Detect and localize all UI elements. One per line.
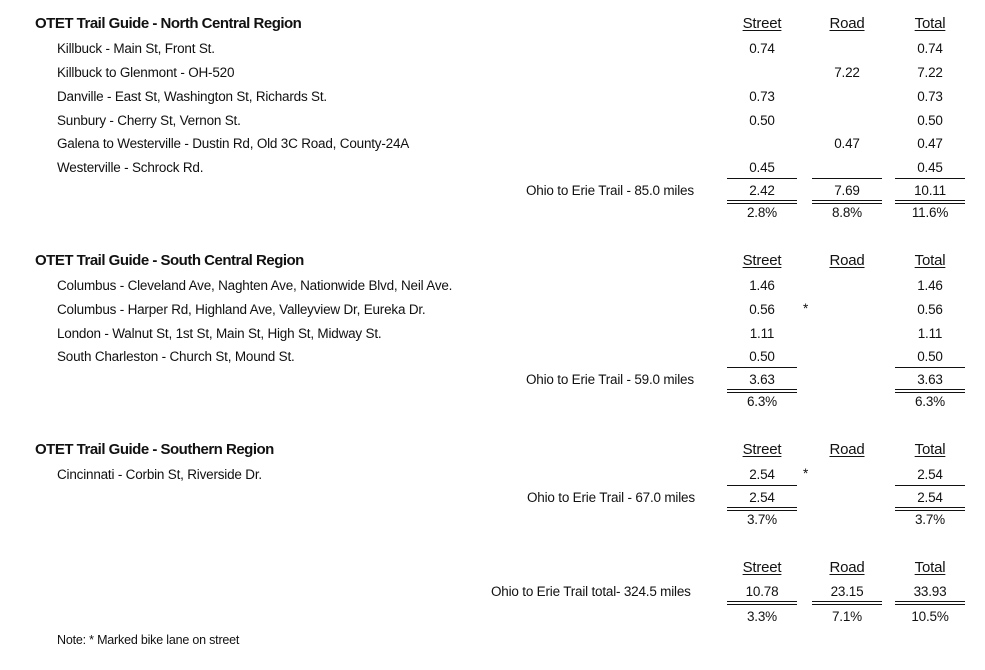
grand-street-double-rule (727, 601, 797, 602)
southern-row-total: 2.54 (917, 467, 943, 482)
southern-total-double-rule (895, 510, 965, 511)
north-street-rule (727, 178, 797, 179)
south-central-percent-total: 6.3% (915, 394, 945, 409)
south-central-row-label: London - Walnut St, 1st St, Main St, High St, Midway St. (57, 326, 382, 341)
north-total-rule (895, 178, 965, 179)
north-total-double-rule (895, 203, 965, 204)
grand-road-double-rule (812, 604, 882, 605)
southern-street-rule (727, 485, 797, 486)
north-row-street: 0.50 (749, 113, 775, 128)
south-central-subtotal-street: 3.63 (749, 372, 775, 387)
southern-total-rule (895, 485, 965, 486)
grand-percent-road: 7.1% (832, 609, 862, 624)
south-central-total-header: Total (914, 252, 946, 269)
south-central-street-rule (727, 367, 797, 368)
north-subtotal-total: 10.11 (914, 183, 946, 198)
north-row-total: 0.74 (917, 41, 943, 56)
north-row-street: 0.73 (749, 89, 775, 104)
southern-row-street: 2.54 (749, 467, 775, 482)
south-central-row-total: 1.11 (917, 326, 943, 341)
south-central-subtotal-total: 3.63 (917, 372, 943, 387)
grand-total-label: Ohio to Erie Trail total- 324.5 miles (491, 584, 691, 599)
north-row-label: Killbuck - Main St, Front St. (57, 41, 215, 56)
south-central-street-double-rule (727, 392, 797, 393)
south-central-row-street: 0.50 (749, 349, 775, 364)
grand-percent-total: 10.5% (911, 609, 949, 624)
south-central-row-label: Columbus - Harper Rd, Highland Ave, Valleyview Dr, Eureka Dr. (57, 302, 426, 317)
grand-total-total: 33.93 (913, 584, 947, 599)
north-row-label: Galena to Westerville - Dustin Rd, Old 3C Road, County-24A (57, 136, 410, 151)
southern-subtotal-street: 2.54 (749, 490, 775, 505)
north-row-street: 0.45 (749, 160, 775, 175)
grand-street-header: Street (742, 559, 782, 576)
grand-total-double-rule (895, 604, 965, 605)
north-subtotal-street: 2.42 (749, 183, 775, 198)
north-row-street: 0.74 (749, 41, 775, 56)
north-percent-street: 2.8% (747, 205, 777, 220)
southern-percent-street: 3.7% (747, 512, 777, 527)
south-central-total-double-rule (895, 389, 965, 390)
north-percent-total: 11.6% (911, 205, 949, 220)
north-street-double-rule (727, 203, 797, 204)
grand-road-header: Road (829, 559, 865, 576)
grand-total-double-rule (895, 601, 965, 602)
grand-total-street: 10.78 (745, 584, 779, 599)
south-central-row-street: 1.11 (749, 326, 775, 341)
north-row-total: 0.47 (917, 136, 943, 151)
north-subtotal-road: 7.69 (834, 183, 860, 198)
south-central-row-total: 0.50 (917, 349, 943, 364)
southern-street-header: Street (742, 441, 782, 458)
north-road-header: Road (829, 15, 865, 32)
south-central-percent-street: 6.3% (747, 394, 777, 409)
north-street-header: Street (742, 15, 782, 32)
north-row-total: 7.22 (917, 65, 943, 80)
southern-row-label: Cincinnati - Corbin St, Riverside Dr. (57, 467, 262, 482)
south-central-total-rule (895, 367, 965, 368)
south-central-row-total: 0.56 (917, 302, 943, 317)
bike-lane-marker: * (803, 301, 809, 316)
north-road-double-rule (812, 200, 882, 201)
grand-road-double-rule (812, 601, 882, 602)
south-central-total-double-rule (895, 392, 965, 393)
southern-title: OTET Trail Guide - Southern Region (35, 441, 274, 458)
southern-street-double-rule (727, 507, 797, 508)
footnote: Note: * Marked bike lane on street (57, 633, 240, 647)
grand-percent-street: 3.3% (747, 609, 777, 624)
north-total-double-rule (895, 200, 965, 201)
north-row-total: 0.73 (917, 89, 943, 104)
north-central-title: OTET Trail Guide - North Central Region (35, 15, 302, 32)
north-row-road: 7.22 (834, 65, 860, 80)
southern-street-double-rule (727, 510, 797, 511)
north-road-double-rule (812, 203, 882, 204)
south-central-title: OTET Trail Guide - South Central Region (35, 252, 304, 269)
south-central-row-street: 1.46 (749, 278, 775, 293)
north-row-label: Killbuck to Glenmont - OH-520 (57, 65, 235, 80)
south-central-street-double-rule (727, 389, 797, 390)
southern-road-header: Road (829, 441, 865, 458)
southern-total-header: Total (914, 441, 946, 458)
north-street-double-rule (727, 200, 797, 201)
north-row-label: Sunbury - Cherry St, Vernon St. (57, 113, 241, 128)
south-central-subtotal-label: Ohio to Erie Trail - 59.0 miles (526, 372, 694, 387)
south-central-street-header: Street (742, 252, 782, 269)
south-central-row-label: Columbus - Cleveland Ave, Naghten Ave, Nationwide Blvd, Neil Ave. (57, 278, 453, 293)
grand-total-header: Total (914, 559, 946, 576)
southern-percent-total: 3.7% (915, 512, 945, 527)
north-row-label: Westerville - Schrock Rd. (57, 160, 204, 175)
south-central-row-label: South Charleston - Church St, Mound St. (57, 349, 295, 364)
north-row-total: 0.45 (917, 160, 943, 175)
south-central-row-total: 1.46 (917, 278, 943, 293)
north-percent-road: 8.8% (832, 205, 862, 220)
southern-subtotal-total: 2.54 (917, 490, 943, 505)
bike-lane-marker: * (803, 466, 809, 481)
south-central-road-header: Road (829, 252, 865, 269)
southern-total-double-rule (895, 507, 965, 508)
southern-subtotal-label: Ohio to Erie Trail - 67.0 miles (527, 490, 695, 505)
north-row-label: Danville - East St, Washington St, Richards St. (57, 89, 327, 104)
north-subtotal-label: Ohio to Erie Trail - 85.0 miles (526, 183, 694, 198)
grand-total-road: 23.15 (830, 584, 864, 599)
north-road-rule (812, 178, 882, 179)
north-total-header: Total (914, 15, 946, 32)
grand-street-double-rule (727, 604, 797, 605)
south-central-row-street: 0.56 (749, 302, 775, 317)
north-row-total: 0.50 (917, 113, 943, 128)
north-row-road: 0.47 (834, 136, 860, 151)
